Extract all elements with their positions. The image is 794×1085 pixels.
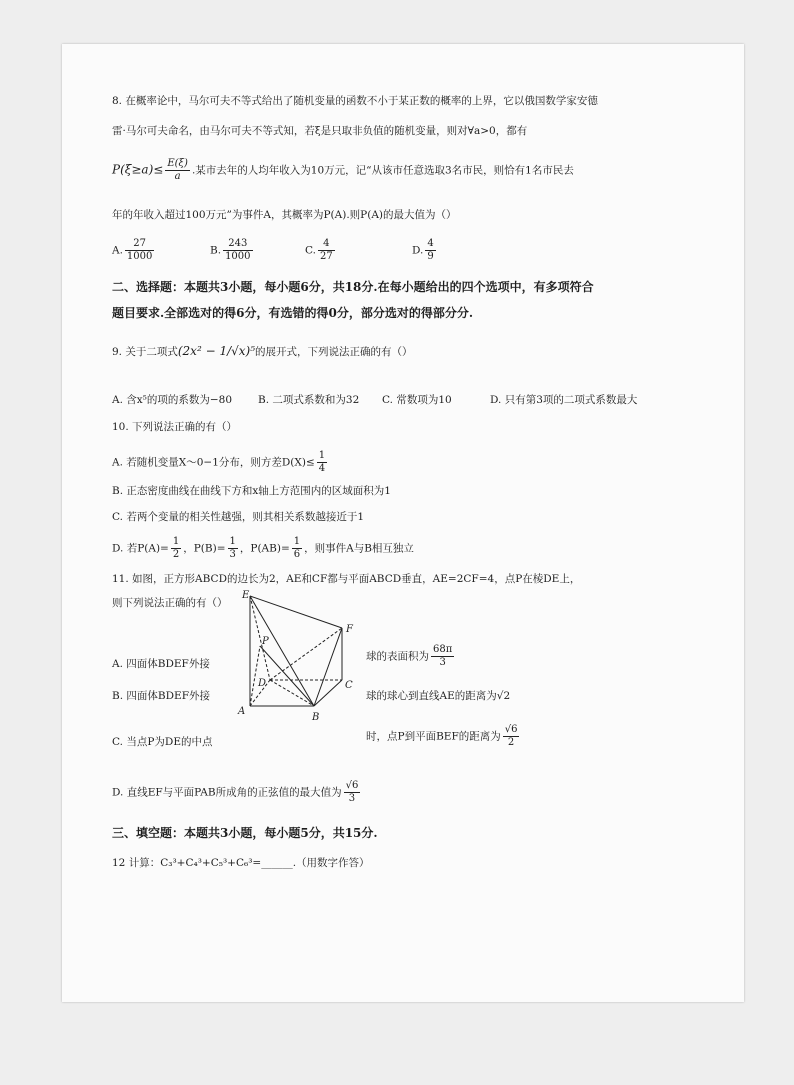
fraction-denominator: 2 (507, 737, 515, 748)
label-f: F (346, 624, 353, 635)
q8-line4: 年的年收入超过100万元”为事件A，其概率为P(A).则P(A)的最大值为（） (112, 209, 457, 221)
q10-d-part2: ，P(B)= (183, 542, 226, 555)
option-fraction (317, 450, 327, 475)
fraction-denominator: 1000 (225, 251, 251, 262)
q10-option-b: B. 正态密度曲线在曲线下方和x轴上方范围内的区域面积为1 (112, 485, 391, 497)
fraction-numerator: 1 (172, 536, 180, 547)
fraction-denominator: 27 (320, 251, 333, 262)
edge-ef (250, 596, 342, 628)
q8-option-d (412, 238, 438, 263)
q11-option-b-right: 球的球心到直线AE的距离为√2 (366, 690, 511, 702)
fraction-denominator: 3 (348, 793, 356, 804)
fraction-numerator: 27 (125, 238, 154, 251)
option-label: A. (112, 244, 123, 257)
option-fraction (292, 536, 302, 561)
markov-denominator: a (174, 171, 181, 182)
q12-text: 12 计算：C₃³+C₄³+C₅³+C₆³=______.（用数字作答） (112, 857, 370, 869)
section3-title: 三、填空题：本题共3小题，每小题5分，共15分. (112, 826, 378, 840)
label-b: B (312, 712, 320, 723)
edge-db-hidden (270, 680, 314, 706)
fraction-numerator: 243 (223, 238, 252, 251)
edge-pb (260, 646, 314, 706)
label-c: C (345, 680, 353, 691)
fraction-numerator: √6 (504, 724, 518, 735)
q11-option-d (112, 780, 362, 805)
option-fraction (431, 644, 454, 669)
fraction-denominator: 3 (439, 657, 446, 668)
label-d: D (258, 678, 267, 689)
option-fraction (425, 238, 435, 263)
q8-line3-rest: .某市去年的人均年收入为10万元，记“从该市任意选取3名市民，则恰有1名市民去 (191, 164, 574, 177)
edge-bf (314, 628, 342, 706)
q9-option-d: D. 只有第3项的二项式系数最大 (490, 394, 638, 406)
q11-option-c-left: C. 当点P为DE的中点 (112, 736, 213, 748)
fraction-numerator: 1 (293, 536, 301, 547)
fraction-denominator: 2 (172, 549, 180, 560)
q10-option-a (112, 450, 329, 475)
q9-prefix: 9. 关于二项式 (112, 346, 178, 358)
q11-option-a-right (366, 644, 456, 669)
q9-option-c: C. 常数项为10 (382, 394, 452, 406)
label-a: A (238, 706, 246, 717)
geometry-figure (230, 588, 370, 728)
markov-fraction (165, 158, 190, 183)
edge-df-hidden (270, 628, 342, 680)
fraction-numerator: √6 (345, 780, 359, 791)
q11-d-text: D. 直线EF与平面PAB所成角的正弦值的最大值为 (112, 786, 342, 799)
edge-pa-hidden (250, 646, 260, 706)
q9-suffix: 的展开式，下列说法正确的有（） (255, 346, 413, 358)
q10-option-c: C. 若两个变量的相关性越强，则其相关系数越接近于1 (112, 511, 365, 523)
fraction-numerator: 4 (427, 238, 434, 249)
q10-stem: 10. 下列说法正确的有（） (112, 421, 238, 433)
markov-inequality-left: P(ξ≥a)≤ (112, 162, 164, 177)
q8-option-c (305, 238, 337, 263)
fraction-denominator: 4 (318, 463, 326, 474)
option-fraction (318, 238, 335, 263)
q9-stem (112, 344, 413, 359)
fraction-numerator: 4 (318, 238, 335, 251)
option-label: C. (305, 244, 316, 257)
q8-option-a (112, 238, 156, 263)
label-p: P (262, 636, 269, 647)
option-label: D. (412, 244, 424, 257)
fraction-denominator: 3 (229, 549, 236, 560)
fraction-numerator: 68π (433, 644, 453, 655)
q8-option-b (210, 238, 255, 263)
q10-option-d (112, 536, 414, 561)
section2-line2: 题目要求.全部选对的得6分，有选错的得0分，部分选对的得部分分. (112, 306, 474, 320)
fraction-denominator: 1000 (126, 251, 153, 262)
q11-option-a-left: A. 四面体BDEF外接 (112, 658, 210, 670)
q10-option-a-text: A. 若随机变量X～0−1分布，则方差D(X)≤ (112, 456, 315, 469)
q10-d-part4: ，则事件A与B相互独立 (304, 542, 414, 555)
markov-numerator: E(ξ) (167, 158, 188, 169)
q10-d-part3: ，P(AB)= (239, 542, 290, 555)
label-e: E (242, 590, 250, 601)
binomial-expression: (2x² − 1/√x)⁵ (177, 344, 256, 358)
q8-line1: 8. 在概率论中，马尔可夫不等式给出了随机变量的函数不小于某正数的概率的上界，它以俄国数学家安德 (112, 95, 598, 107)
fraction-denominator: 9 (427, 251, 434, 262)
fraction-denominator: 6 (293, 549, 301, 560)
option-fraction (503, 724, 520, 749)
option-label: B. (210, 244, 222, 257)
option-fraction (171, 536, 181, 561)
q11-c-text: 时，点P到平面BEF的距离为 (366, 730, 501, 743)
q8-line2: 雷·马尔可夫命名，由马尔可夫不等式知，若ξ是只取非负值的随机变量，则对∀a>0，都有 (112, 125, 528, 137)
fraction-numerator: 1 (318, 450, 326, 461)
q11-option-b-left: B. 四面体BDEF外接 (112, 690, 210, 702)
q11-option-c-right (366, 724, 521, 749)
fraction-numerator: 1 (229, 536, 236, 547)
q8-line3 (112, 158, 574, 183)
q9-option-a: A. 含x⁵的项的系数为−80 (112, 394, 233, 406)
q11-a-text: 球的表面积为 (366, 650, 429, 663)
q10-d-part1: D. 若P(A)= (112, 542, 169, 555)
section2-line1: 二、选择题：本题共3小题，每小题6分，共18分.在每小题给出的四个选项中，有多项符合 (112, 280, 594, 294)
q9-option-b: B. 二项式系数和为32 (258, 394, 360, 406)
option-fraction (344, 780, 361, 805)
q11-line1: 11. 如图，正方形ABCD的边长为2，AE和CF都与平面ABCD垂直，AE=2CF=4，点P在棱DE上， (112, 573, 581, 585)
prism-diagram (230, 588, 370, 728)
option-fraction (228, 536, 238, 561)
option-fraction (125, 238, 154, 263)
option-fraction (223, 238, 252, 263)
q11-line2: 则下列说法正确的有（） (112, 597, 228, 609)
